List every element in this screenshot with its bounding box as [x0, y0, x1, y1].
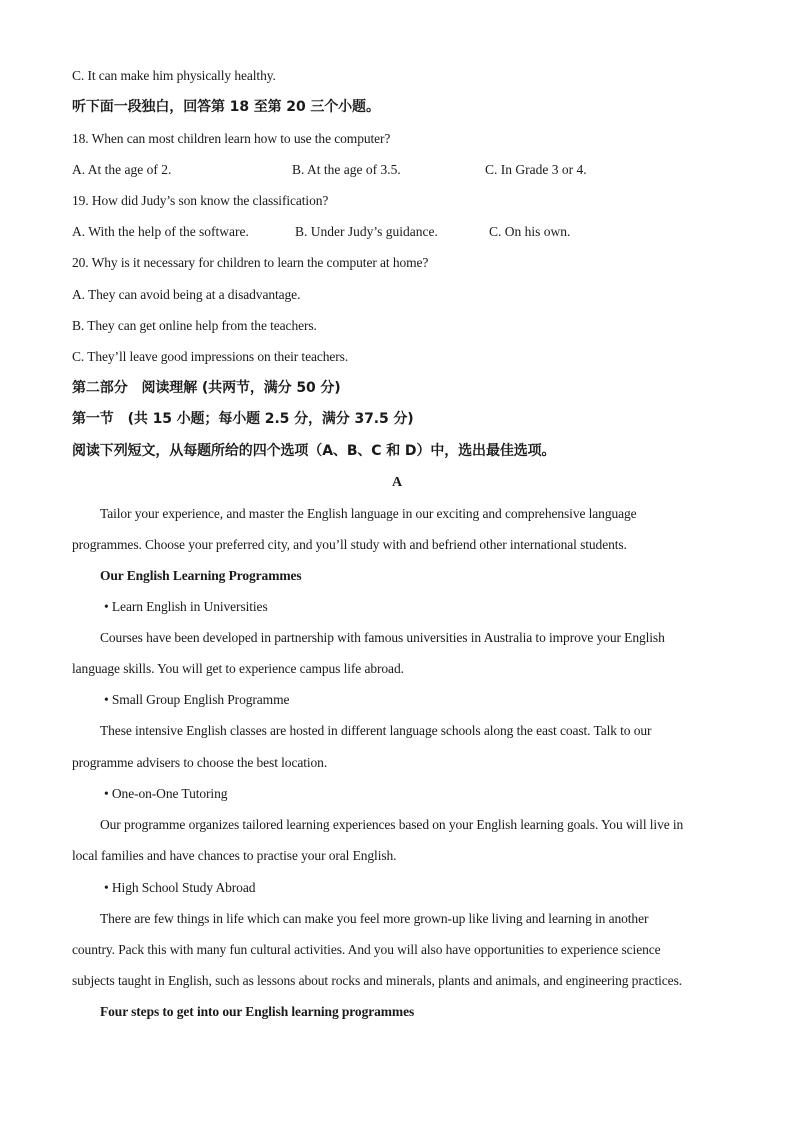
intro-line-2: programmes. Choose your preferred city, and you’ll study with and befriend other international students.	[72, 537, 627, 552]
question-18-option-a: A. At the age of 2.	[72, 162, 172, 177]
question-20-option-c: C. They’ll leave good impressions on their teachers.	[72, 349, 349, 364]
question-19-option-c: C. On his own.	[489, 224, 571, 239]
question-19-option-a: A. With the help of the software.	[72, 224, 249, 239]
programme-1-body-line-1: Courses have been developed in partnership with famous universities in Australia to improve your English	[100, 630, 665, 645]
question-19-option-b: B. Under Judy’s guidance.	[295, 224, 438, 239]
programme-4-body-line-2: country. Pack this with many fun cultural activities. And you will also have opportunities to experience science	[72, 942, 661, 957]
programme-3-body-line-2: local families and have chances to practise your oral English.	[72, 848, 397, 863]
question-18-option-b: B. At the age of 3.5.	[292, 162, 401, 177]
question-19-stem: 19. How did Judy’s son know the classification?	[72, 193, 329, 208]
question-20-stem: 20. Why is it necessary for children to learn the computer at home?	[72, 255, 429, 270]
programme-4-title: • High School Study Abroad	[104, 880, 256, 895]
programme-3-body-line-1: Our programme organizes tailored learning experiences based on your English learning goals. You will live in	[100, 817, 684, 832]
q17-option-c: C. It can make him physically healthy.	[72, 68, 276, 83]
programme-3-title: • One-on-One Tutoring	[104, 786, 228, 801]
part2-heading: 第二部分 阅读理解 (共两节，满分 50 分)	[72, 380, 341, 396]
programmes-heading: Our English Learning Programmes	[100, 568, 302, 583]
programme-2-body-line-2: programme advisers to choose the best location.	[72, 755, 328, 770]
intro-line-1: Tailor your experience, and master the English language in our exciting and comprehensive language	[100, 506, 637, 521]
programme-2-title: • Small Group English Programme	[104, 692, 290, 707]
programme-4-body-line-1: There are few things in life which can make you feel more grown-up like living and learning in another	[100, 911, 649, 926]
programme-4-body-line-3: subjects taught in English, such as lessons about rocks and minerals, plants and animals, and engineering practices.	[72, 973, 683, 988]
passage-letter: A	[391, 475, 402, 490]
programme-2-body-line-1: These intensive English classes are hosted in different language schools along the east coast. Talk to our	[100, 723, 652, 738]
question-18-option-c: C. In Grade 3 or 4.	[485, 162, 587, 177]
question-20-option-b: B. They can get online help from the teachers.	[72, 318, 317, 333]
reading-instruction: 阅读下列短文，从每题所给的四个选项（A、B、C 和 D）中，选出最佳选项。	[72, 443, 556, 459]
question-18-stem: 18. When can most children learn how to use the computer?	[72, 131, 391, 146]
programme-1-body-line-2: language skills. You will get to experience campus life abroad.	[72, 661, 404, 676]
part2-section1-heading: 第一节 (共 15 小题；每小题 2.5 分，满分 37.5 分)	[72, 411, 414, 427]
listening-instruction: 听下面一段独白，回答第 18 至第 20 三个小题。	[72, 99, 380, 115]
steps-heading: Four steps to get into our English learning programmes	[100, 1004, 415, 1019]
question-20-option-a: A. They can avoid being at a disadvantage.	[72, 287, 301, 302]
programme-1-title: • Learn English in Universities	[104, 599, 268, 614]
